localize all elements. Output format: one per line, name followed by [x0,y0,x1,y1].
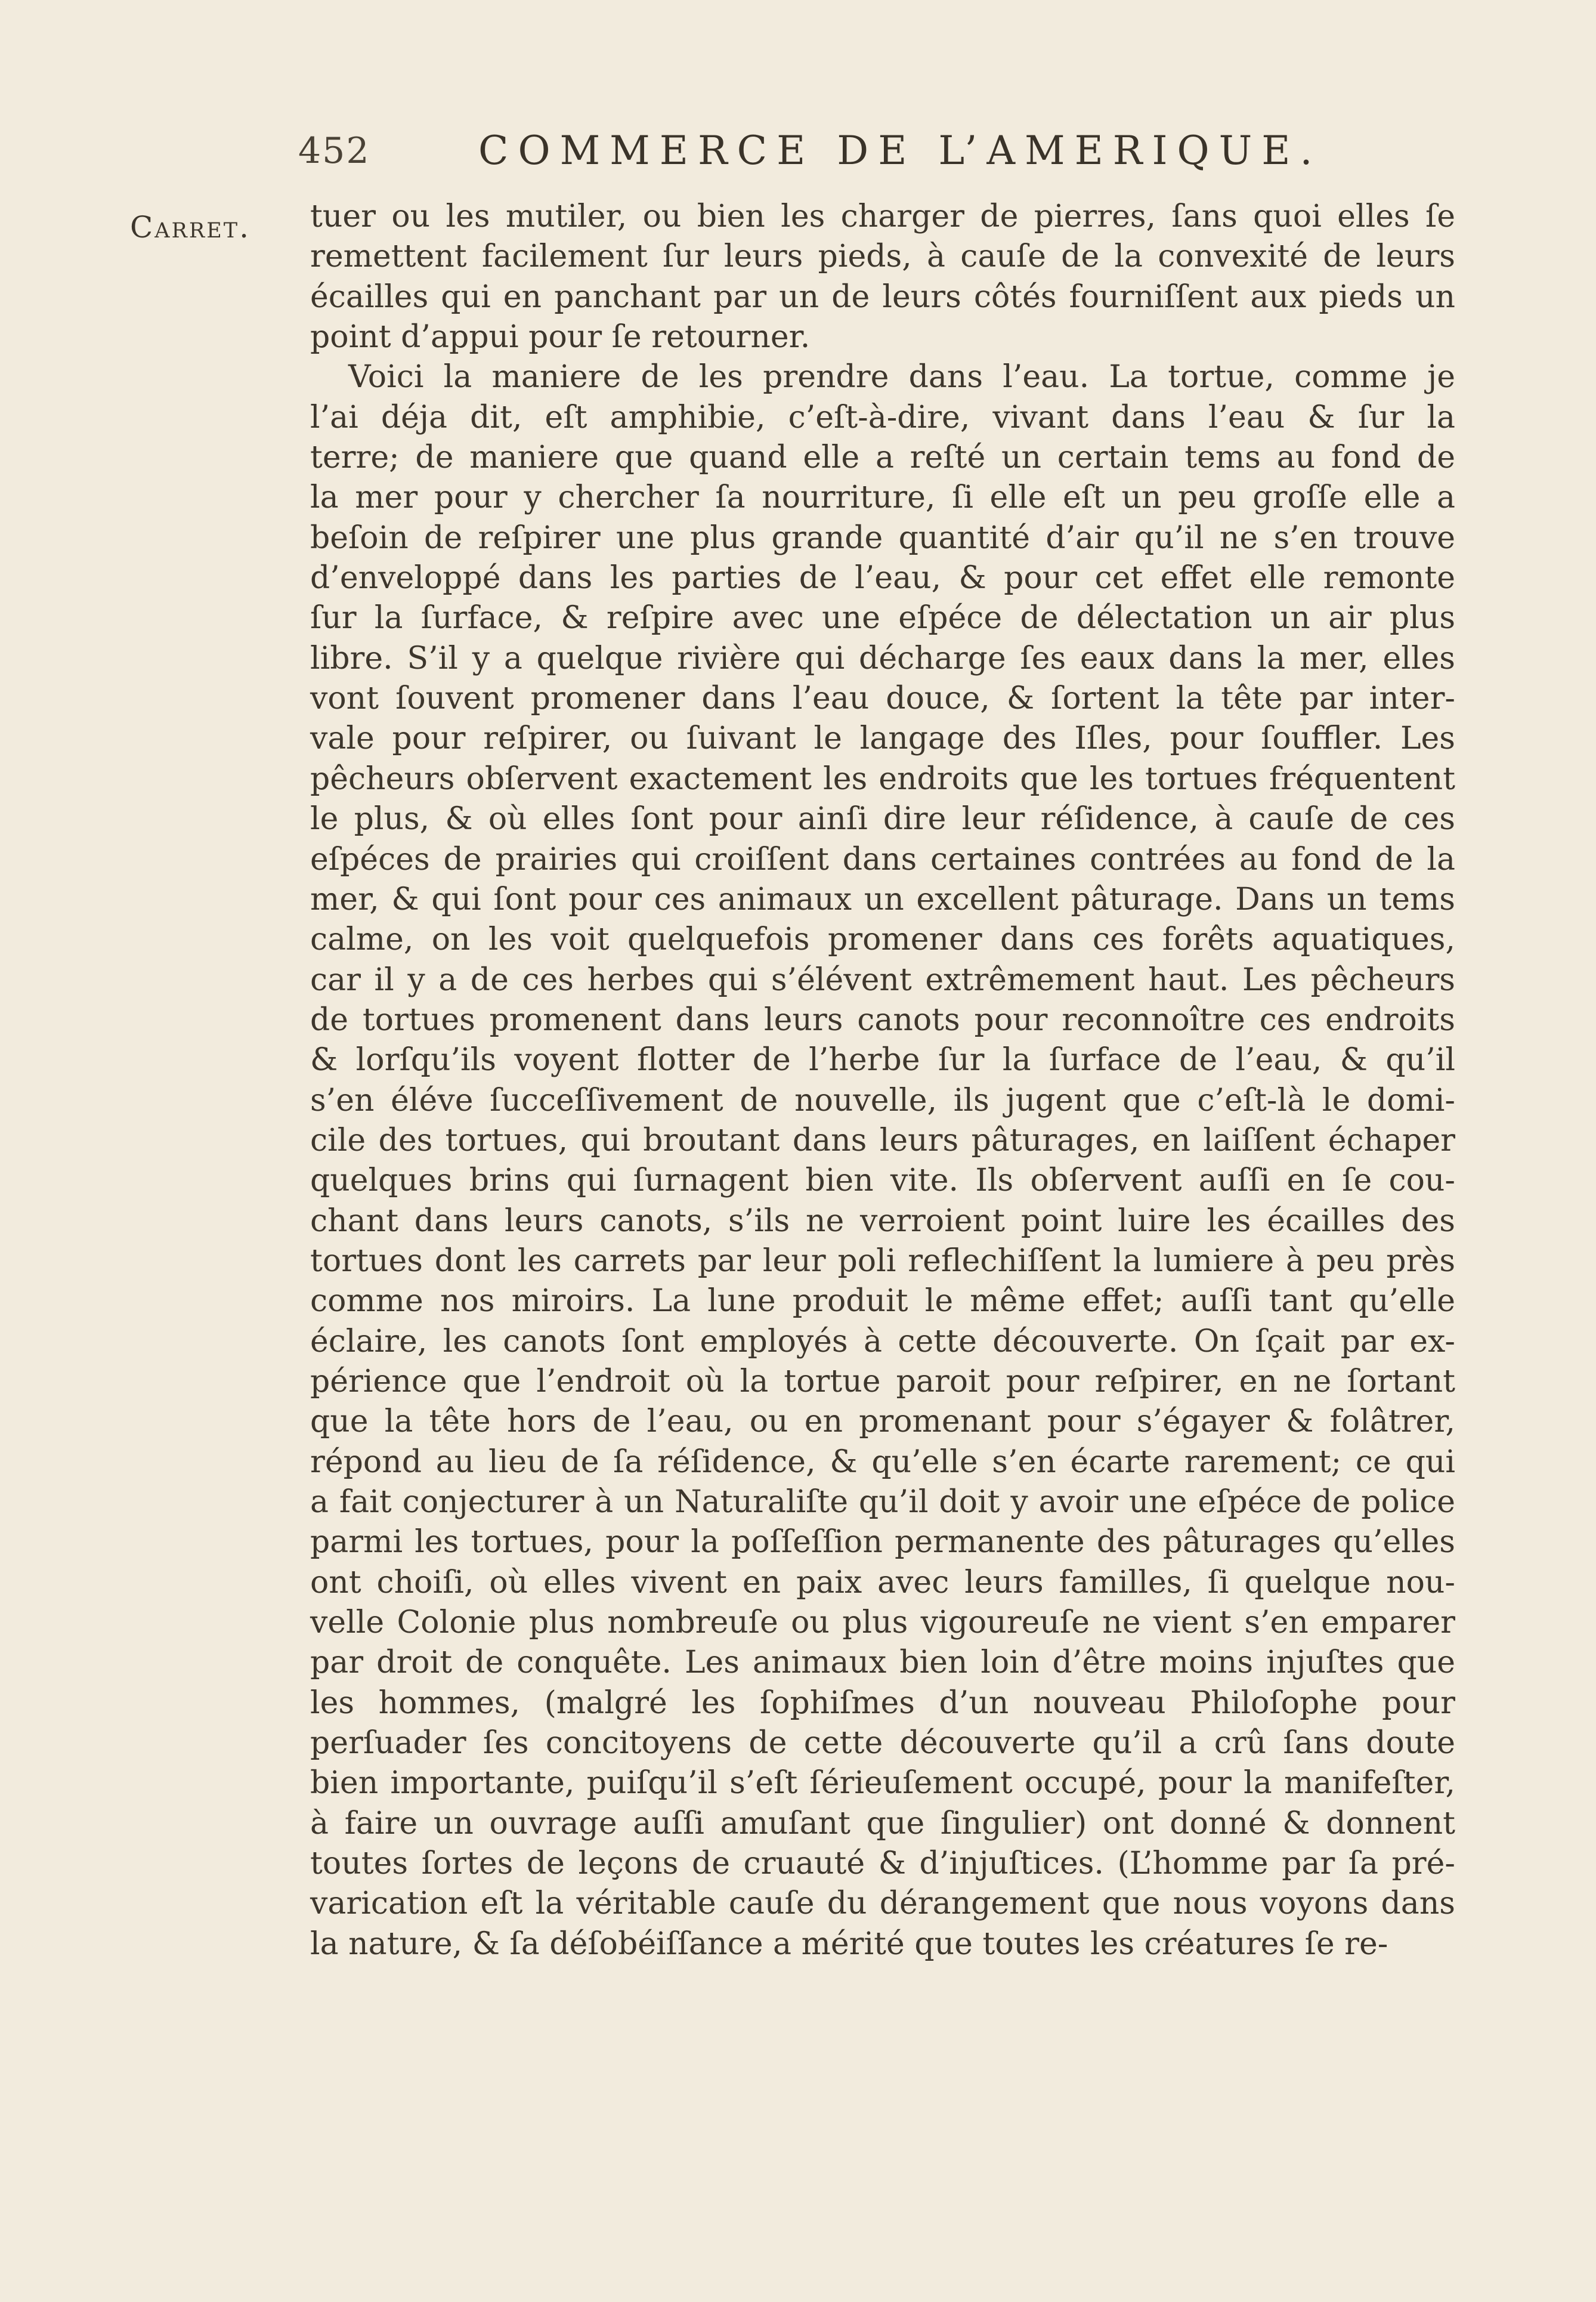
text-line: de tortues promenent dans leurs canots pour reconnoître ces endroits [310,1002,1455,1038]
text-line: d’enveloppé dans les parties de l’eau, & pour cet effet elle remonte [310,560,1455,597]
text-line: cile des tortues, qui broutant dans leurs pâturages, en laiſſent échaper [310,1122,1455,1158]
text-line: terre; de maniere que quand elle a reſté un certain tems au fond de [310,440,1455,476]
text-line: parmi les tortues, pour la poſſeſſion permanente des pâturages qu’elles [310,1524,1455,1561]
text-line: eſpéces de prairies qui croiſſent dans certaines contrées au fond de la [310,841,1455,877]
text-line: varication eſt la véritable cauſe du dérangement que nous voyons dans [310,1886,1455,1922]
text-line: répond au lieu de ſa réſidence, & qu’elle s’en écarte rarement; ce qui [310,1444,1455,1480]
text-line: chant dans leurs canots, s’ils ne verroient point luire les écailles des [310,1203,1455,1239]
text-line: point d’appui pour ſe retourner. [310,319,811,356]
text-body [310,197,1455,1964]
text-line: que la tête hors de l’eau, ou en promenant pour s’égayer & folâtrer, [310,1404,1455,1440]
text-line: velle Colonie plus nombreuſe ou plus vigoureuſe ne vient s’en emparer [310,1605,1455,1641]
running-head [298,130,1342,184]
text-line: ſur la ſurface, & reſpire avec une eſpéce de délectation un air plus [310,600,1455,636]
text-line: bien importante, puiſqu’il s’eſt ſérieuſement occupé, pour la manifeſter, [310,1765,1455,1802]
page-number: 452 [298,130,370,172]
text-line: vale pour reſpirer, ou ſuivant le langage des Iſles, pour ſouffler. Les [310,721,1455,757]
text-line: remettent facilement ſur leurs pieds, à cauſe de la convexité de leurs [310,239,1455,275]
text-line: s’en éléve ſucceſſivement de nouvelle, ils jugent que c’eſt-là le domi- [310,1082,1455,1118]
text-line: perſuader ſes concitoyens de cette découverte qu’il a crû ſans doute [310,1725,1455,1762]
text-line: l’ai déja dit, eſt amphibie, c’eſt-à-dire, vivant dans l’eau & ſur la [310,399,1455,435]
text-line: beſoin de reſpirer une plus grande quantité d’air qu’il ne s’en trouve [310,520,1455,556]
text-line: vont ſouvent promener dans l’eau douce, & ſortent la tête par inter- [310,681,1455,717]
text-line: éclaire, les canots ſont employés à cette découverte. On ſçait par ex- [310,1323,1455,1359]
text-line: écailles qui en panchant par un de leurs côtés fourniſſent aux pieds un [310,279,1455,315]
text-line: le plus, & où elles ſont pour ainſi dire leur réſidence, à cauſe de ces [310,801,1455,838]
text-line: car il y a de ces herbes qui s’élévent extrêmement haut. Les pêcheurs [310,962,1455,998]
text-line: périence que l’endroit où la tortue paroit pour reſpirer, en ne ſortant [310,1363,1455,1399]
text-line: tortues dont les carrets par leur poli reflechiſſent la lumiere à peu près [310,1243,1455,1279]
margin-note: Carret. [130,210,251,245]
text-line: pêcheurs obſervent exactement les endroits que les tortues fréquentent [310,761,1455,797]
text-line: la mer pour y chercher ſa nourriture, ſi elle eſt un peu groſſe elle a [310,480,1455,516]
text-line: Voici la maniere de les prendre dans l’eau. La tortue, comme je [348,359,1455,395]
text-line: mer, & qui ſont pour ces animaux un excellent pâturage. Dans un tems [310,881,1455,917]
text-line: quelques brins qui ſurnagent bien vite. Ils obſervent auſſi en ſe cou- [310,1163,1455,1199]
page-heading: COMMERCE DE L’AMERIQUE. [478,128,1322,174]
text-line: ont choiſi, où elles vivent en paix avec leurs familles, ſi quelque nou- [310,1564,1455,1600]
text-line: & lorſqu’ils voyent flotter de l’herbe ſur la ſurface de l’eau, & qu’il [310,1042,1455,1079]
text-line: a fait conjecturer à un Naturaliſte qu’il doit y avoir une eſpéce de police [310,1484,1455,1520]
text-line: calme, on les voit quelquefois promener dans ces forêts aquatiques, [310,922,1455,958]
text-line: libre. S’il y a quelque rivière qui décharge ſes eaux dans la mer, elles [310,640,1455,676]
text-line: toutes ſortes de leçons de cruauté & d’injuſtices. (L’homme par ſa pré- [310,1846,1455,1882]
text-line: par droit de conquête. Les animaux bien loin d’être moins injuſtes que [310,1645,1455,1681]
text-line: la nature, & ſa déſobéiſſance a mérité que toutes les créatures ſe re- [310,1926,1388,1962]
text-line: les hommes, (malgré les ſophiſmes d’un nouveau Philoſophe pour [310,1685,1455,1721]
text-line: comme nos miroirs. La lune produit le même effet; auſſi tant qu’elle [310,1283,1455,1320]
text-line: tuer ou les mutiler, ou bien les charger de pierres, ſans quoi elles ſe [310,199,1455,234]
text-line: à faire un ouvrage auſſi amuſant que ſingulier) ont donné & donnent [310,1805,1455,1841]
